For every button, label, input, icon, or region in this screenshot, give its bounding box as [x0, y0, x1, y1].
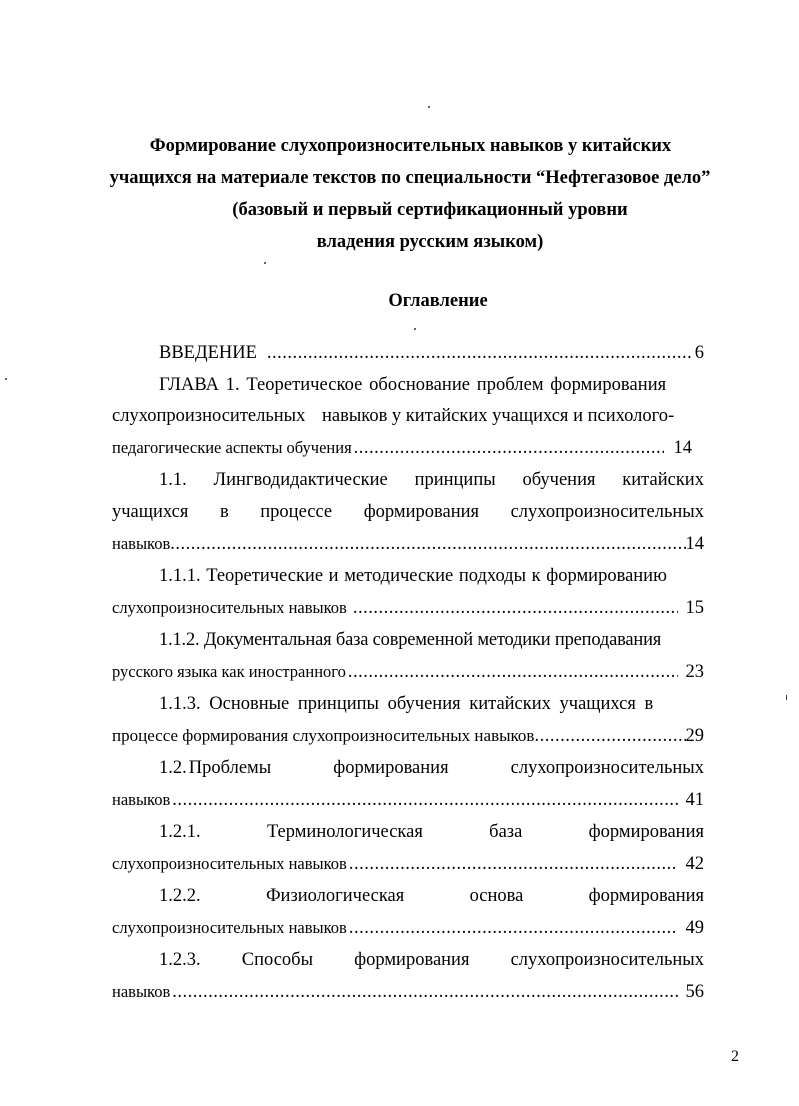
- toc-entry-text: слухопроизносительных навыков: [112, 598, 347, 617]
- toc-entry-text: процессе формирования слухопроизносительных навыков: [112, 726, 535, 745]
- toc-page-number: 49: [685, 918, 704, 938]
- toc-entry-ch1-line1[interactable]: [159, 371, 704, 399]
- toc-entry-1-2-2-line2[interactable]: [112, 914, 704, 942]
- title-line-3: (базовый и первый сертификационный уровни: [232, 200, 628, 220]
- toc-page-number: 56: [685, 982, 704, 1002]
- toc-word: Проблемы: [188, 758, 272, 778]
- scan-speck: [428, 106, 430, 108]
- toc-word: учащихся: [112, 502, 189, 522]
- toc-word: слухопроизносительных: [510, 950, 704, 970]
- toc-page-number: 15: [685, 598, 704, 618]
- toc-entry-1-1-1-line1[interactable]: [159, 562, 704, 590]
- toc-entry-text: слухопроизносительных: [112, 406, 306, 426]
- toc-word: китайских: [622, 470, 704, 490]
- toc-entry-text: навыков: [112, 790, 171, 809]
- leader-dots: [348, 658, 678, 686]
- toc-word: 1.2.3.: [159, 950, 201, 970]
- toc-word: формирования: [354, 950, 470, 970]
- leader-dots: [172, 786, 677, 814]
- toc-entry-1-2-line2[interactable]: [112, 786, 704, 814]
- toc-word: слухопроизносительных: [510, 758, 704, 778]
- toc-heading: Оглавление: [388, 291, 488, 311]
- toc-entry-text: навыков: [112, 982, 171, 1001]
- toc-entry-1-2-1-line1[interactable]: [159, 818, 704, 846]
- scan-speck: [5, 378, 7, 380]
- toc-entry-text: навыков: [112, 534, 171, 553]
- title-line-4: владения русским языком): [316, 232, 544, 252]
- leader-dots: [267, 339, 693, 367]
- toc-word: 1.2.2.: [159, 886, 201, 906]
- toc-entry-intro[interactable]: [159, 339, 704, 367]
- toc-word: 1.2.: [159, 758, 187, 778]
- toc-word: обучения: [522, 470, 596, 490]
- toc-entry-1-1-line3[interactable]: [112, 530, 704, 558]
- toc-entry-1-2-3-line1[interactable]: [159, 946, 704, 974]
- toc-word: процессе: [260, 502, 333, 522]
- toc-word: 1.2.1.: [159, 822, 201, 842]
- document-title-line4: [0, 226, 799, 258]
- toc-word: слухопроизносительных: [510, 502, 704, 522]
- toc-word: база: [489, 822, 523, 842]
- toc-entry-label: ВВЕДЕНИЕ: [159, 343, 257, 363]
- toc-page-number: 14: [673, 438, 692, 458]
- toc-page-number: 6: [694, 343, 704, 363]
- leader-dots: [349, 850, 678, 878]
- toc-entry-1-2-line1[interactable]: [159, 754, 704, 782]
- toc-entry-1-1-1-line2[interactable]: [112, 594, 704, 622]
- leader-dots: [534, 722, 685, 750]
- toc-word: 1.1.: [159, 470, 187, 490]
- toc-entry-1-2-2-line1[interactable]: [159, 882, 704, 910]
- toc-page-number: 42: [685, 854, 704, 874]
- toc-entry-1-1-line1[interactable]: [159, 466, 704, 494]
- toc-entry-1-1-2-line1[interactable]: [159, 626, 704, 654]
- toc-entry-1-2-3-line2[interactable]: [112, 978, 704, 1006]
- scan-speck: [414, 328, 416, 330]
- title-line-2: учащихся на материале текстов по специальности “Нефтегазовое дело”: [109, 168, 711, 188]
- title-line-1: Формирование слухопроизносительных навыков у китайских: [149, 136, 672, 156]
- toc-entry-1-1-3-line1[interactable]: [159, 690, 704, 718]
- toc-word: Физиологическая: [265, 886, 405, 906]
- document-title: [0, 130, 799, 162]
- leader-dots: [349, 914, 678, 942]
- toc-word: Способы: [241, 950, 314, 970]
- toc-entry-text: 1.1.3. Основные принципы обучения китайских учащихся в: [159, 694, 654, 714]
- toc-word: формирования: [588, 822, 704, 842]
- toc-word: формирования: [363, 502, 480, 522]
- toc-entry-ch1-line2[interactable]: [112, 402, 704, 430]
- toc-entry-text: слухопроизносительных навыков: [112, 854, 347, 873]
- toc-entry-text: слухопроизносительных навыков: [112, 918, 347, 937]
- leader-dots: [354, 434, 664, 462]
- toc-word: в: [219, 502, 229, 522]
- toc-word: принципы: [414, 470, 496, 490]
- toc-word: Терминологическая: [266, 822, 423, 842]
- toc-entry-text: ГЛАВА 1. Теоретическое обоснование проблем формирования: [159, 375, 667, 395]
- toc-entry-text: 1.1.1. Теоретические и методические подходы к формированию: [159, 566, 667, 586]
- toc-entry-1-1-line2[interactable]: [112, 498, 704, 526]
- toc-entry-text: навыков у китайских учащихся и психолого-: [322, 406, 675, 426]
- leader-dots: [170, 530, 685, 558]
- toc-word: формирования: [333, 758, 449, 778]
- document-title-line3: [0, 194, 799, 226]
- toc-entry-text: русского языка как иностранного: [112, 662, 346, 681]
- leader-dots: [353, 594, 678, 622]
- toc-entry-text: 1.1.2. Документальная база современной методики преподавания: [159, 630, 662, 650]
- toc-page-number: 29: [685, 726, 704, 746]
- toc-page-number: 23: [685, 662, 704, 682]
- toc-word: основа: [469, 886, 524, 906]
- toc-page-number: 41: [685, 790, 704, 810]
- page-number: 2: [731, 1048, 739, 1065]
- scan-speck: [786, 695, 787, 700]
- toc-entry-text: педагогические аспекты обучения: [112, 438, 352, 457]
- toc-word: Лингводидактические: [213, 470, 388, 490]
- toc-entry-ch1-line3[interactable]: [112, 434, 692, 462]
- scan-speck: [264, 262, 266, 264]
- toc-entry-1-1-3-line2[interactable]: [112, 722, 704, 750]
- leader-dots: [172, 978, 677, 1006]
- toc-word: формирования: [588, 886, 704, 906]
- toc-entry-1-1-2-line2[interactable]: [112, 658, 704, 686]
- toc-page-number: 14: [685, 534, 704, 554]
- document-title-line2: [0, 162, 799, 194]
- toc-entry-1-2-1-line2[interactable]: [112, 850, 704, 878]
